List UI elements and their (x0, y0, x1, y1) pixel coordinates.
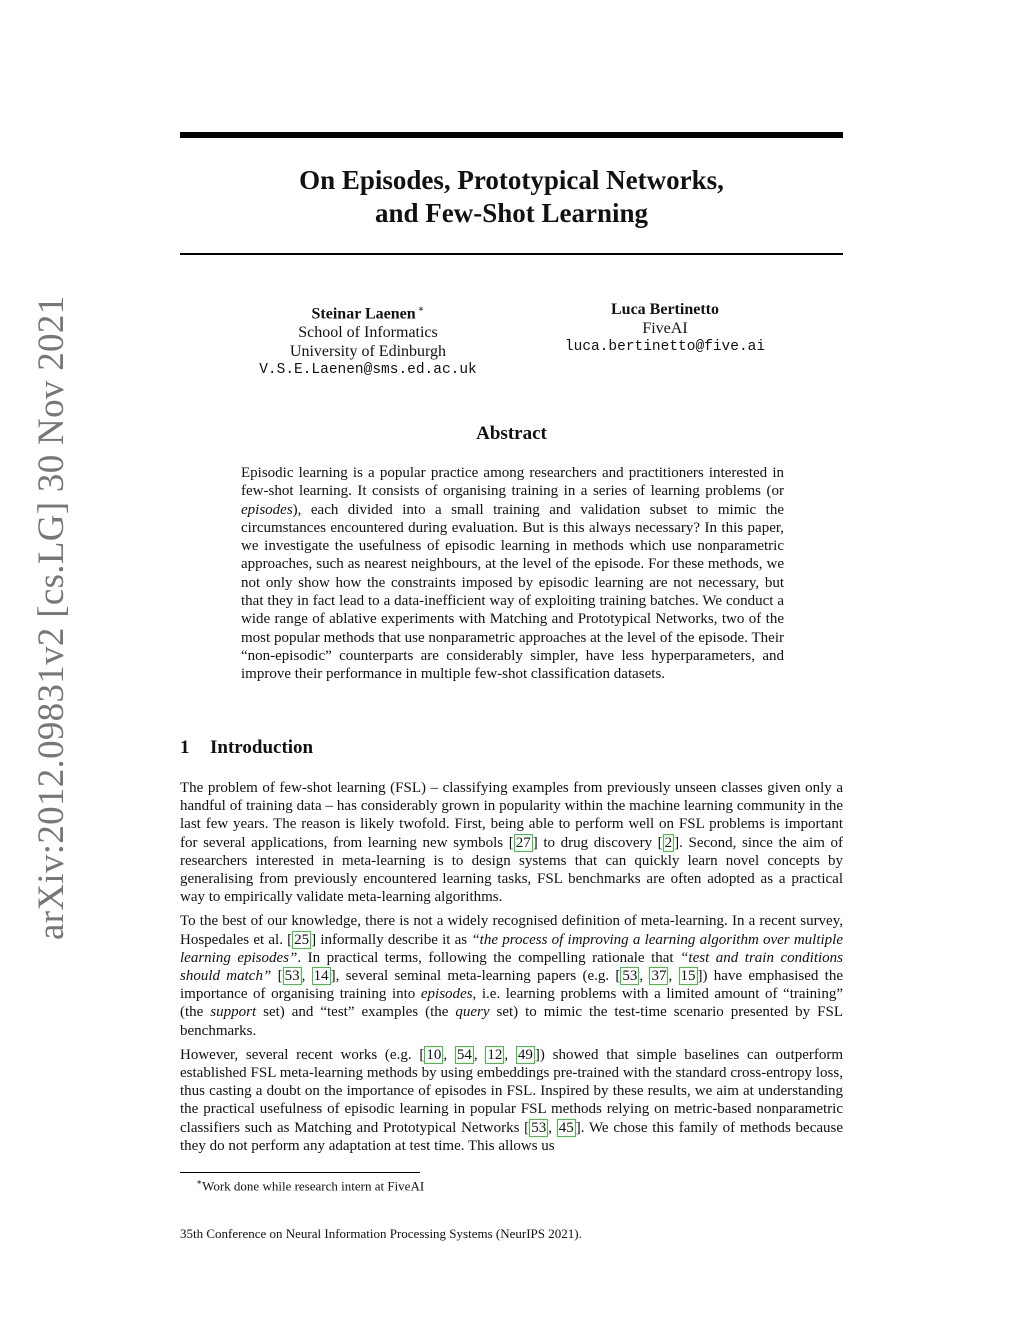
italic-text: “test and train conditions should match” (180, 949, 843, 985)
citation-link[interactable]: 49 (517, 1046, 533, 1063)
citation-link[interactable]: 10 (426, 1046, 442, 1063)
italic-text: support (210, 1004, 257, 1021)
text-run: , (668, 968, 679, 985)
text-run: The problem of few-shot learning (FSL) – classifying examples from previously unseen classes given only a handful of training data – has considerably grown in popularity within the machine learning community in the last few years. The reason is likely twofold. First, being able to perform well on FSL problems is important for several applications, from learning new symbols [ (180, 780, 843, 851)
author-footnote-mark: ∗ (417, 304, 425, 315)
footnote-rule (180, 1172, 420, 1173)
citation-link[interactable]: 27 (515, 834, 531, 851)
author-name: Steinar Laenen ∗ (311, 304, 425, 323)
title-rule-top (180, 132, 843, 138)
citation-link[interactable]: 53 (531, 1119, 547, 1136)
text-run: . In practical terms, following the compelling rationale that (297, 949, 681, 966)
author-block-1 (228, 300, 508, 380)
citation-link[interactable]: 37 (651, 968, 667, 985)
footnote-text: Work done while research intern at FiveAI (202, 1178, 425, 1194)
body-paragraph (180, 1046, 843, 1155)
italic-text: query (455, 1004, 490, 1021)
text-run: , (548, 1119, 557, 1136)
text-run: , (301, 968, 312, 985)
footnote-mark: ∗ (196, 1177, 203, 1187)
citation-link[interactable]: 25 (294, 931, 310, 948)
text-run: , (443, 1046, 455, 1063)
text-run: ] to drug discovery [ (532, 834, 663, 851)
author-name: Luca Bertinetto (611, 301, 719, 318)
abstract-text (241, 464, 784, 684)
citation-link[interactable]: 45 (558, 1119, 574, 1136)
citation-link[interactable]: 54 (456, 1046, 472, 1063)
text-run: , i.e. learning problems with a limited amount of “training” (the (180, 986, 844, 1021)
text-run: , (473, 1046, 486, 1063)
author-affiliation: FiveAI (642, 320, 688, 337)
title-rule-bottom (180, 253, 843, 255)
text-run: set) to mimic the test-time scenario presented by FSL benchmarks. (180, 1004, 843, 1039)
text-run: ]) showed that simple baselines can outperform established FSL meta-learning methods by using embeddings pre-trained with the standard cross-entropy loss, thus casting a doubt on the importance of episodes in FSL. Inspired by these results, we aim at understanding the practical usefulness of episodic learning in popular FSL methods relying on metric-based nonparametric classifiers such as Matching and Prototypical Networks [ (180, 1046, 844, 1136)
italic-text: “the process of improving a learning algorithm over multiple learning episodes” (180, 931, 844, 966)
introduction-body (180, 779, 843, 1161)
paper-title (180, 164, 843, 230)
text-run: ]. Second, since the aim of researchers interested in meta-learning is to design systems that can quickly learn novel concepts by generalising from previously encountered learning tasks, FSL benchmarks are often adopted as a practical way to empirically validate meta-learning algorithms. (180, 834, 843, 906)
author-affiliation: University of Edinburgh (289, 343, 447, 361)
arxiv-stamp: arXiv:2012.09831v2 [cs.LG] 30 Nov 2021 (31, 295, 72, 940)
citation-link[interactable]: 53 (622, 968, 638, 985)
citation-link[interactable]: 15 (680, 968, 696, 985)
citation-link[interactable]: 53 (284, 968, 300, 985)
author-email[interactable]: V.S.E.Laenen@sms.ed.ac.uk (259, 362, 477, 379)
text-run: ]. We chose this family of methods because they do not perform any adaptation at test time. This allows us (180, 1119, 843, 1154)
text-run: ], several seminal meta-learning papers (e.g. [ (330, 968, 621, 985)
body-paragraph (180, 912, 843, 1039)
italic-text: episodes (241, 501, 293, 518)
author-block-2 (525, 300, 805, 357)
section-title: Introduction (210, 737, 314, 758)
text-run: set) and “test” examples (the (256, 1004, 456, 1021)
author-affiliation: School of Informatics (298, 324, 438, 342)
author-email[interactable]: luca.bertinetto@five.ai (564, 339, 766, 355)
text-run: , (504, 1046, 516, 1063)
citation-link[interactable]: 14 (313, 968, 329, 985)
citation-link[interactable]: 2 (664, 834, 673, 851)
text-run: [ (271, 968, 283, 985)
text-run: To the best of our knowledge, there is not a widely recognised definition of meta-learning. In a recent survey, Hospedales et al. [ (180, 913, 843, 948)
section-number: 1 (180, 737, 190, 758)
text-run: ), each divided into a small training and validation subset to mimic the circumstances encountered during evaluation. But is this always necessary? In this paper, we investigate the usefulness of episodic learning in methods which use nonparametric approaches, such as nearest neighbours, at the level of the episode. For these methods, we not only show how the constraints imposed by episodic learning are not necessary, but that they in fact lead to a data-inefficient way of exploiting training batches. We conduct a wide range of ablative experiments with Matching and Prototypical Networks, two of the most popular methods that use nonparametric approaches at the level of the episode. Their “non-episodic” counterparts are considerably simpler, have less hyperparameters, and improve their performance in multiple few-shot classification datasets. (241, 501, 784, 683)
italic-text: episodes (420, 986, 473, 1003)
footnote (196, 1177, 424, 1194)
text-run: , (639, 968, 650, 985)
title-line-1: On Episodes, Prototypical Networks, (299, 165, 724, 195)
title-line-2: and Few-Shot Learning (374, 198, 649, 228)
body-paragraph (180, 779, 843, 906)
text-run: However, several recent works (e.g. [ (180, 1046, 425, 1063)
venue-note: 35th Conference on Neural Information Processing Systems (NeurIPS 2021). (180, 1226, 582, 1241)
text-run: ]) have emphasised the importance of organising training into (180, 968, 844, 1003)
text-run: Episodic learning is a popular practice among researchers and practitioners interested in few-shot learning. It consists of organising training in a series of learning problems (or (241, 465, 784, 500)
abstract-heading: Abstract (476, 423, 547, 444)
section-heading (180, 737, 313, 759)
citation-link[interactable]: 12 (487, 1046, 503, 1063)
text-run: ] informally describe it as (311, 931, 472, 948)
